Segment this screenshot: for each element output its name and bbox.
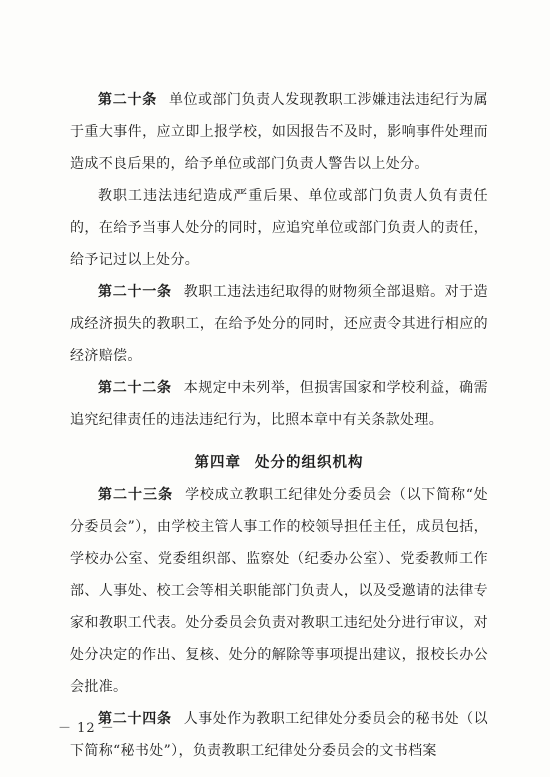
article-text: 教职工违法违纪取得的财物须全部退赔。对于造成经济损失的教职工，在给予处分的同时，还应责令其进行相应的经济赔偿。 [70,284,488,364]
article-number: 第二十条 [98,92,158,108]
chapter-title: 处分的组织机构 [255,454,364,471]
article-23 [70,479,488,703]
article-number: 第二十四条 [98,711,172,727]
article-22 [70,372,488,436]
article-24 [70,703,488,767]
article-20 [70,84,488,180]
chapter-number: 第四章 [194,454,241,471]
document-body [70,84,488,767]
article-number: 第二十二条 [98,380,172,396]
article-21 [70,276,488,372]
article-text: 本规定中未列举，但损害国家和学校利益，确需追究纪律责任的违法违纪行为，比照本章中有关条款处理。 [70,380,488,428]
article-20-continued [70,180,488,276]
article-text: 学校成立教职工纪律处分委员会（以下简称“处分委员会”），由学校主管人事工作的校领导担任主任，成员包括，学校办公室、党委组织部、监察处（纪委办公室）、党委教师工作部、人事处、校工会等相关职能部门负责人，以及受邀请的法律专家和教职工代表。处分委员会负责对教职工违纪处分进行审议，对处分决定的作出、复核、处分的解除等事项提出建议，报校长办公会批准。 [70,487,489,695]
article-text: 教职工违法违纪造成严重后果、单位或部门负责人负有责任的，在给予当事人处分的同时，应追究单位或部门负责人的责任，给予记过以上处分。 [70,188,488,268]
article-number: 第二十三条 [98,487,174,503]
chapter-heading [70,447,488,479]
article-text: 单位或部门负责人发现教职工涉嫌违法违纪行为属于重大事件，应立即上报学校，如因报告不及时，影响事件处理而造成不良后果的，给予单位或部门负责人警告以上处分。 [70,92,488,172]
article-number: 第二十一条 [98,284,172,300]
page-number: － 12 － [58,721,115,736]
article-text: 人事处作为教职工纪律处分委员会的秘书处（以下简称“秘书处”），负责教职工纪律处分委员会的文书档案 [70,711,488,759]
